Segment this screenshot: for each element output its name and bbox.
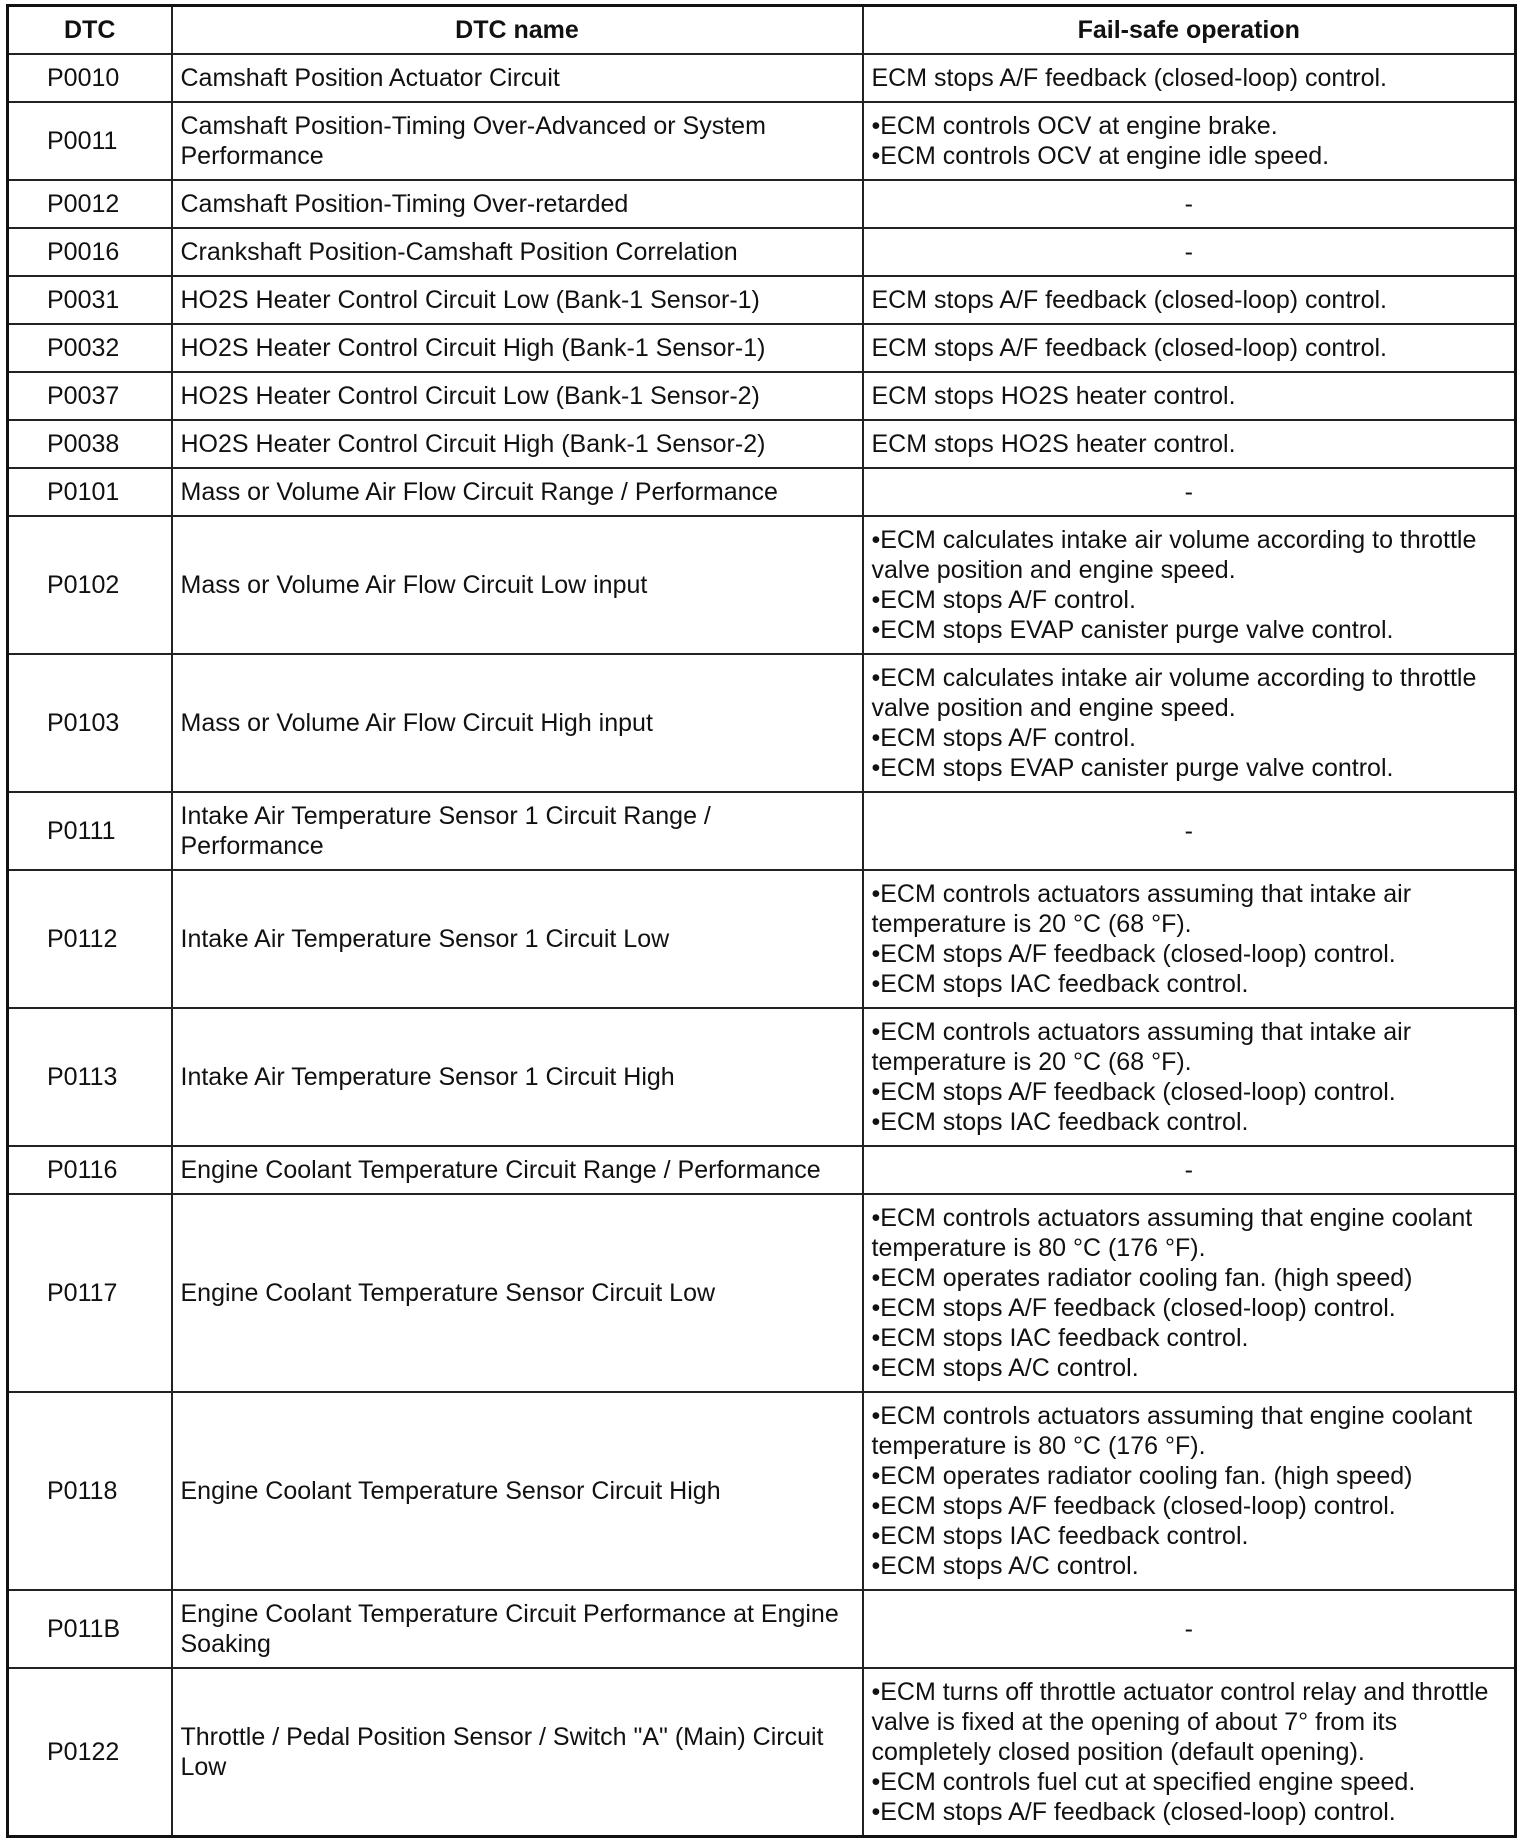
fail-safe-operation-cell xyxy=(863,420,1516,468)
table-row xyxy=(8,516,1516,654)
fail-safe-operation-line: •ECM stops EVAP canister purge valve control. xyxy=(871,754,1394,782)
fail-safe-operation-line: •ECM stops IAC feedback control. xyxy=(871,970,1249,998)
fail-safe-operation-cell xyxy=(863,1392,1516,1590)
fail-safe-operation-cell xyxy=(863,54,1516,102)
fail-safe-operation-line: •ECM stops A/F feedback (closed-loop) control. xyxy=(871,1492,1396,1520)
dtc-name-cell: Camshaft Position-Timing Over-Advanced or System Performance xyxy=(172,102,863,180)
fail-safe-operation-line: - xyxy=(1184,238,1193,266)
fail-safe-operation-line: •ECM controls OCV at engine brake. xyxy=(871,112,1278,140)
fail-safe-operation-line: •ECM stops A/F feedback (closed-loop) control. xyxy=(871,940,1396,968)
table-row xyxy=(8,792,1516,870)
header-dtc-name: DTC name xyxy=(172,6,863,55)
dtc-code-cell: P0118 xyxy=(8,1392,172,1590)
table-row xyxy=(8,468,1516,516)
fail-safe-operation-line: •ECM operates radiator cooling fan. (high speed) xyxy=(871,1264,1413,1292)
fail-safe-operation-cell xyxy=(863,1590,1516,1668)
table-row xyxy=(8,102,1516,180)
header-dtc: DTC xyxy=(8,6,172,55)
dtc-code-cell: P0037 xyxy=(8,372,172,420)
fail-safe-operation-line: •ECM stops A/C control. xyxy=(871,1552,1139,1580)
dtc-name-cell: Intake Air Temperature Sensor 1 Circuit Low xyxy=(172,870,863,1008)
table-row xyxy=(8,654,1516,792)
table-row xyxy=(8,1392,1516,1590)
fail-safe-operation-line: •ECM stops IAC feedback control. xyxy=(871,1324,1249,1352)
fail-safe-operation-cell xyxy=(863,276,1516,324)
dtc-code-cell: P0011 xyxy=(8,102,172,180)
fail-safe-operation-line: •ECM stops A/F control. xyxy=(871,586,1136,614)
fail-safe-operation-line: ECM stops HO2S heater control. xyxy=(871,430,1236,458)
fail-safe-operation-line: •ECM stops A/F feedback (closed-loop) control. xyxy=(871,1294,1396,1322)
dtc-name-cell: Engine Coolant Temperature Circuit Performance at Engine Soaking xyxy=(172,1590,863,1668)
dtc-code-cell: P0112 xyxy=(8,870,172,1008)
table-row xyxy=(8,1668,1516,1837)
dtc-name-cell: Mass or Volume Air Flow Circuit High input xyxy=(172,654,863,792)
dtc-name-cell: Mass or Volume Air Flow Circuit Low input xyxy=(172,516,863,654)
dtc-fail-safe-table xyxy=(6,4,1517,1838)
fail-safe-operation-cell xyxy=(863,1668,1516,1837)
dtc-code-cell: P0116 xyxy=(8,1146,172,1194)
fail-safe-operation-line: ECM stops A/F feedback (closed-loop) control. xyxy=(871,334,1388,362)
fail-safe-operation-cell xyxy=(863,870,1516,1008)
dtc-code-cell: P0122 xyxy=(8,1668,172,1837)
dtc-code-cell: P0113 xyxy=(8,1008,172,1146)
fail-safe-operation-line: •ECM calculates intake air volume according to throttle valve position and engine speed. xyxy=(871,664,1477,722)
fail-safe-operation-cell xyxy=(863,1146,1516,1194)
dtc-name-cell: HO2S Heater Control Circuit High (Bank-1 Sensor-2) xyxy=(172,420,863,468)
dtc-name-cell: Engine Coolant Temperature Sensor Circuit Low xyxy=(172,1194,863,1392)
fail-safe-operation-cell xyxy=(863,792,1516,870)
header-fail-safe-operation: Fail-safe operation xyxy=(863,6,1516,55)
dtc-name-cell: Engine Coolant Temperature Sensor Circuit High xyxy=(172,1392,863,1590)
table-row xyxy=(8,1008,1516,1146)
fail-safe-operation-line: - xyxy=(1184,817,1193,845)
fail-safe-operation-line: •ECM controls actuators assuming that intake air temperature is 20 °C (68 °F). xyxy=(871,880,1412,938)
fail-safe-operation-line: •ECM stops IAC feedback control. xyxy=(871,1522,1249,1550)
dtc-name-cell: Intake Air Temperature Sensor 1 Circuit High xyxy=(172,1008,863,1146)
table-row xyxy=(8,372,1516,420)
dtc-name-cell: Engine Coolant Temperature Circuit Range / Performance xyxy=(172,1146,863,1194)
fail-safe-operation-line: ECM stops HO2S heater control. xyxy=(871,382,1236,410)
fail-safe-operation-line: •ECM stops A/F feedback (closed-loop) control. xyxy=(871,1078,1396,1106)
fail-safe-operation-line: •ECM turns off throttle actuator control relay and throttle valve is fixed at the opening of about 7° from its completely closed position (default opening). xyxy=(871,1678,1489,1766)
dtc-code-cell: P0012 xyxy=(8,180,172,228)
dtc-name-cell: Mass or Volume Air Flow Circuit Range / Performance xyxy=(172,468,863,516)
fail-safe-operation-line: •ECM controls OCV at engine idle speed. xyxy=(871,142,1330,170)
fail-safe-operation-line: - xyxy=(1184,1156,1193,1184)
table-row xyxy=(8,276,1516,324)
dtc-code-cell: P0111 xyxy=(8,792,172,870)
table-row xyxy=(8,324,1516,372)
fail-safe-operation-cell xyxy=(863,654,1516,792)
fail-safe-operation-cell xyxy=(863,180,1516,228)
fail-safe-operation-line: ECM stops A/F feedback (closed-loop) control. xyxy=(871,64,1388,92)
fail-safe-operation-line: - xyxy=(1184,478,1193,506)
fail-safe-operation-cell xyxy=(863,1008,1516,1146)
fail-safe-operation-line: •ECM controls actuators assuming that intake air temperature is 20 °C (68 °F). xyxy=(871,1018,1412,1076)
dtc-code-cell: P0038 xyxy=(8,420,172,468)
dtc-name-cell: HO2S Heater Control Circuit Low (Bank-1 Sensor-2) xyxy=(172,372,863,420)
dtc-code-cell: P0103 xyxy=(8,654,172,792)
dtc-name-cell: Intake Air Temperature Sensor 1 Circuit Range / Performance xyxy=(172,792,863,870)
fail-safe-operation-line: •ECM stops A/C control. xyxy=(871,1354,1139,1382)
fail-safe-operation-line: •ECM stops A/F control. xyxy=(871,724,1136,752)
fail-safe-operation-line: - xyxy=(1184,1615,1193,1643)
dtc-name-cell: HO2S Heater Control Circuit Low (Bank-1 Sensor-1) xyxy=(172,276,863,324)
fail-safe-table-container xyxy=(6,4,1514,1838)
fail-safe-operation-cell xyxy=(863,102,1516,180)
dtc-code-cell: P0102 xyxy=(8,516,172,654)
fail-safe-operation-cell xyxy=(863,468,1516,516)
dtc-code-cell: P0010 xyxy=(8,54,172,102)
dtc-name-cell: HO2S Heater Control Circuit High (Bank-1 Sensor-1) xyxy=(172,324,863,372)
dtc-name-cell: Crankshaft Position-Camshaft Position Correlation xyxy=(172,228,863,276)
dtc-code-cell: P0016 xyxy=(8,228,172,276)
dtc-code-cell: P0031 xyxy=(8,276,172,324)
fail-safe-operation-line: •ECM controls actuators assuming that engine coolant temperature is 80 °C (176 °F). xyxy=(871,1204,1473,1262)
table-row xyxy=(8,420,1516,468)
fail-safe-operation-cell xyxy=(863,324,1516,372)
table-row xyxy=(8,870,1516,1008)
dtc-code-cell: P0101 xyxy=(8,468,172,516)
table-row xyxy=(8,54,1516,102)
table-row xyxy=(8,1590,1516,1668)
fail-safe-operation-line: •ECM stops IAC feedback control. xyxy=(871,1108,1249,1136)
header-row xyxy=(8,6,1516,55)
table-row xyxy=(8,1146,1516,1194)
table-body xyxy=(8,54,1516,1837)
table-row xyxy=(8,1194,1516,1392)
fail-safe-operation-line: •ECM operates radiator cooling fan. (high speed) xyxy=(871,1462,1413,1490)
table-row xyxy=(8,180,1516,228)
dtc-name-cell: Camshaft Position-Timing Over-retarded xyxy=(172,180,863,228)
fail-safe-operation-cell xyxy=(863,228,1516,276)
dtc-name-cell: Throttle / Pedal Position Sensor / Switch "A" (Main) Circuit Low xyxy=(172,1668,863,1837)
fail-safe-operation-cell xyxy=(863,516,1516,654)
fail-safe-operation-line: ECM stops A/F feedback (closed-loop) control. xyxy=(871,286,1388,314)
table-row xyxy=(8,228,1516,276)
fail-safe-operation-line: •ECM calculates intake air volume according to throttle valve position and engine speed. xyxy=(871,526,1477,584)
fail-safe-operation-line: •ECM stops EVAP canister purge valve control. xyxy=(871,616,1394,644)
fail-safe-operation-cell xyxy=(863,1194,1516,1392)
fail-safe-operation-line: •ECM controls actuators assuming that engine coolant temperature is 80 °C (176 °F). xyxy=(871,1402,1473,1460)
dtc-code-cell: P0032 xyxy=(8,324,172,372)
fail-safe-operation-cell xyxy=(863,372,1516,420)
dtc-code-cell: P011B xyxy=(8,1590,172,1668)
fail-safe-operation-line: - xyxy=(1184,190,1193,218)
dtc-code-cell: P0117 xyxy=(8,1194,172,1392)
dtc-name-cell: Camshaft Position Actuator Circuit xyxy=(172,54,863,102)
fail-safe-operation-line: •ECM stops A/F feedback (closed-loop) control. xyxy=(871,1798,1396,1826)
fail-safe-operation-line: •ECM controls fuel cut at specified engine speed. xyxy=(871,1768,1416,1796)
